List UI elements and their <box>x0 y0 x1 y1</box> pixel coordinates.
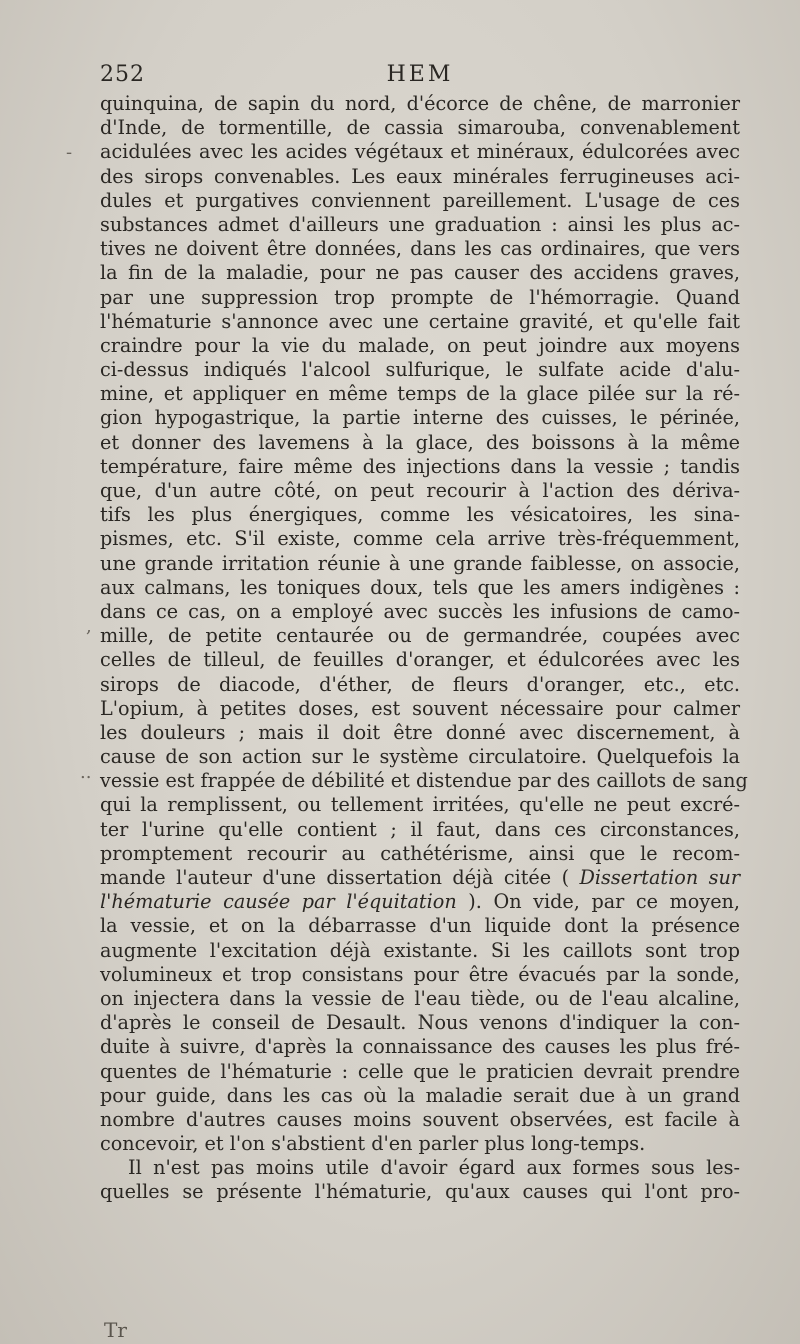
text-line-paragraph-start: Il n'est pas moins utile d'avoir égard aux formes sous les- <box>128 1156 740 1180</box>
text-line: la fin de la maladie, pour ne pas causer des accidens graves, <box>100 261 740 285</box>
body-text <box>100 92 748 1205</box>
text-line: que, d'un autre côté, on peut recourir à l'action des dériva- <box>100 479 740 502</box>
text-line: des sirops convenables. Les eaux minérales ferrugineuses aci- <box>100 164 740 188</box>
margin-dots: .. <box>80 762 92 783</box>
bottom-signature-mark: Tr <box>104 1318 127 1342</box>
text-line-citation-start <box>100 866 740 890</box>
text-line: promptement recourir au cathétérisme, ainsi que le recom- <box>100 841 740 865</box>
text-line: craindre pour la vie du malade, on peut joindre aux moyens <box>100 333 740 357</box>
text-line: vessie est frappée de débilité et distendue par des caillots de sang <box>100 769 748 793</box>
text-line: la vessie, et on la débarrasse d'un liquide dont la présence <box>100 914 740 938</box>
text-line: les douleurs ; mais il doit être donné avec discernement, à <box>100 720 740 744</box>
text-line: dans ce cas, on a employé avec succès les infusions de camo- <box>100 599 740 623</box>
text-line: L'opium, à petites doses, est souvent nécessaire pour calmer <box>100 696 740 720</box>
text-line: d'Inde, de tormentille, de cassia simarouba, convenablement <box>100 116 740 140</box>
text-line: tifs les plus énergiques, comme les vésicatoires, les sina- <box>100 503 740 527</box>
text-line: ci-dessus indiqués l'alcool sulfurique, le sulfate acide d'alu- <box>100 358 740 382</box>
margin-comma: , <box>86 616 92 637</box>
text-line: ter l'urine qu'elle contient ; il faut, dans ces circonstances, <box>100 817 740 841</box>
text-line: pismes, etc. S'il existe, comme cela arrive très-fréquemment, <box>100 527 740 551</box>
text-line: une grande irritation réunie à une grande faiblesse, on associe, <box>100 551 740 575</box>
text-line: d'après le conseil de Desault. Nous venons d'indiquer la con- <box>100 1011 740 1035</box>
text-line: quelles se présente l'hématurie, qu'aux causes qui l'ont pro- <box>100 1180 740 1204</box>
text-line: température, faire même des injections dans la vessie ; tandis <box>100 454 740 478</box>
page-number: 252 <box>100 62 145 87</box>
text-line: duite à suivre, d'après la connaissance des causes les plus fré- <box>100 1035 740 1059</box>
text-line: tives ne doivent être données, dans les cas ordinaires, que vers <box>100 237 740 261</box>
text-line: on injectera dans la vessie de l'eau tiède, ou de l'eau alcaline, <box>100 986 740 1010</box>
text-line: sirops de diacode, d'éther, de fleurs d'oranger, etc., etc. <box>100 672 740 696</box>
text-line: dules et purgatives conviennent pareillement. L'usage de ces <box>100 188 740 212</box>
text-line: nombre d'autres causes moins souvent observées, est facile à <box>100 1107 740 1131</box>
citation-title-part1: Dissertation sur <box>579 866 740 889</box>
text-line: mine, et appliquer en même temps de la glace pilée sur la ré- <box>100 382 740 406</box>
text-line: substances admet d'ailleurs une graduation : ainsi les plus ac- <box>100 212 740 236</box>
text-line: mille, de petite centaurée ou de germandrée, coupées avec <box>100 624 740 648</box>
running-head: HEM <box>386 62 454 87</box>
text-line: augmente l'excitation déjà existante. Si les caillots sont trop <box>100 938 740 962</box>
text-line: quinquina, de sapin du nord, d'écorce de chêne, de marronier <box>100 92 740 115</box>
text-line: qui la remplissent, ou tellement irritées, qu'elle ne peut excré- <box>100 793 740 817</box>
text-line: et donner des lavemens à la glace, des boissons à la même <box>100 430 740 454</box>
text-line: l'hématurie s'annonce avec une certaine gravité, et qu'elle fait <box>100 309 740 333</box>
text-line: gion hypogastrique, la partie interne des cuisses, le périnée, <box>100 406 740 430</box>
text-line: volumineux et trop consistans pour être évacués par la sonde, <box>100 962 740 986</box>
text-line: par une suppression trop prompte de l'hémorragie. Quand <box>100 285 740 309</box>
text-line: aux calmans, les toniques doux, tels que les amers indigènes : <box>100 575 740 599</box>
page-header <box>100 62 740 92</box>
citation-lead: mande l'auteur d'une dissertation déjà citée ( <box>100 866 570 889</box>
margin-dash: - <box>66 142 73 163</box>
text-line: pour guide, dans les cas où la maladie serait due à un grand <box>100 1083 740 1107</box>
text-line: quentes de l'hématurie : celle que le praticien devrait prendre <box>100 1059 740 1083</box>
citation-tail: ). On vide, par ce moyen, <box>468 890 741 914</box>
citation-title-part2: l'hématurie causée par l'équitation <box>100 890 457 914</box>
text-line: concevoir, et l'on s'abstient d'en parler plus long-temps. <box>100 1132 646 1156</box>
text-line: cause de son action sur le système circulatoire. Quelquefois la <box>100 745 740 769</box>
text-line-citation-end <box>100 890 740 914</box>
text-line: celles de tilleul, de feuilles d'oranger, et édulcorées avec les <box>100 648 740 672</box>
text-line: acidulées avec les acides végétaux et minéraux, édulcorées avec <box>100 140 740 164</box>
